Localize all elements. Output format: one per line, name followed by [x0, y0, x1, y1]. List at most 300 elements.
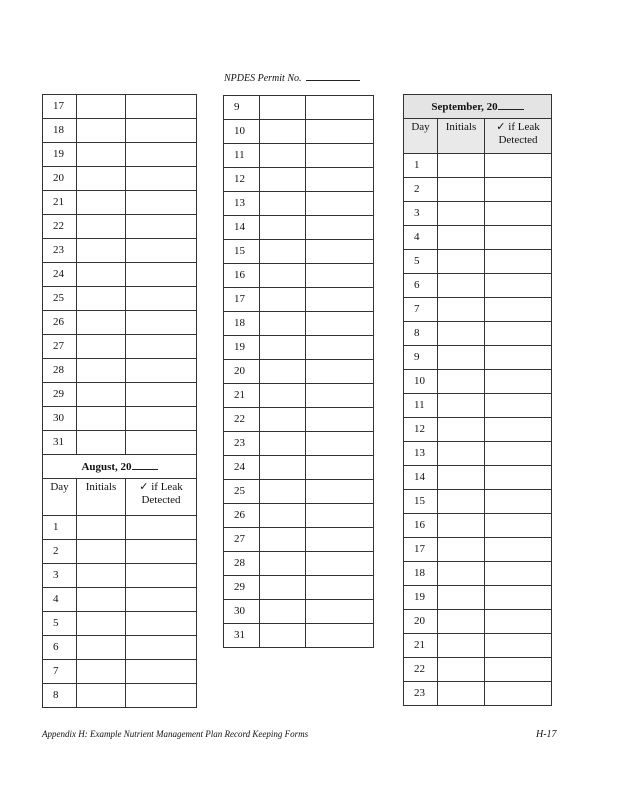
log-row — [43, 263, 197, 287]
log-row — [404, 370, 552, 394]
log-row — [404, 274, 552, 298]
permit-number-field[interactable] — [306, 71, 360, 81]
log-row — [224, 624, 374, 648]
log-row — [404, 658, 552, 682]
september-rows — [404, 154, 552, 706]
log-row — [43, 119, 197, 143]
initials-cell[interactable] — [438, 202, 485, 226]
initials-cell[interactable] — [77, 564, 126, 588]
leak-detected-cell[interactable] — [306, 552, 374, 576]
log-row — [43, 516, 197, 540]
day-number: 27 — [43, 335, 77, 359]
initials-cell[interactable] — [260, 216, 306, 240]
leak-detected-cell[interactable] — [306, 624, 374, 648]
initials-cell[interactable] — [438, 538, 485, 562]
initials-cell[interactable] — [438, 418, 485, 442]
column-header-day: Day — [43, 479, 77, 516]
leak-detected-cell[interactable] — [126, 359, 197, 383]
leak-detected-cell[interactable] — [306, 336, 374, 360]
leak-detected-cell[interactable] — [485, 610, 552, 634]
log-row — [404, 178, 552, 202]
leak-detected-cell[interactable] — [126, 167, 197, 191]
day-number: 13 — [224, 192, 260, 216]
leak-detected-cell[interactable] — [126, 335, 197, 359]
leak-detected-cell[interactable] — [485, 202, 552, 226]
initials-cell[interactable] — [260, 336, 306, 360]
day-number: 21 — [404, 634, 438, 658]
log-row — [404, 154, 552, 178]
day-number: 5 — [404, 250, 438, 274]
log-row — [224, 120, 374, 144]
column-header-initials: Initials — [438, 119, 485, 154]
day-number: 25 — [224, 480, 260, 504]
leak-detected-cell[interactable] — [485, 394, 552, 418]
initials-cell[interactable] — [260, 120, 306, 144]
august-rows — [43, 516, 197, 708]
initials-cell[interactable] — [438, 154, 485, 178]
day-number: 11 — [404, 394, 438, 418]
log-row — [43, 359, 197, 383]
log-row — [404, 394, 552, 418]
log-row — [404, 250, 552, 274]
leak-detected-cell[interactable] — [126, 407, 197, 431]
leak-detected-cell[interactable] — [306, 264, 374, 288]
log-row — [43, 335, 197, 359]
day-number: 9 — [404, 346, 438, 370]
initials-cell[interactable] — [438, 250, 485, 274]
leak-detected-cell[interactable] — [306, 480, 374, 504]
log-table-august-continued — [223, 95, 374, 648]
log-row — [224, 336, 374, 360]
day-number: 7 — [404, 298, 438, 322]
day-number: 20 — [43, 167, 77, 191]
permit-label-text: NPDES Permit No. — [224, 73, 302, 84]
day-number: 24 — [224, 456, 260, 480]
initials-cell[interactable] — [438, 322, 485, 346]
log-row — [224, 552, 374, 576]
day-number: 15 — [224, 240, 260, 264]
initials-cell[interactable] — [438, 658, 485, 682]
log-row — [224, 216, 374, 240]
day-number: 26 — [224, 504, 260, 528]
initials-cell[interactable] — [260, 480, 306, 504]
initials-cell[interactable] — [438, 298, 485, 322]
initials-cell[interactable] — [438, 394, 485, 418]
day-number: 19 — [404, 586, 438, 610]
leak-detected-cell[interactable] — [306, 312, 374, 336]
log-row — [224, 288, 374, 312]
day-number: 20 — [404, 610, 438, 634]
column-header-leak-detected: ✓ if Leak Detected — [126, 479, 197, 516]
initials-cell[interactable] — [77, 287, 126, 311]
initials-cell[interactable] — [77, 660, 126, 684]
log-row — [43, 564, 197, 588]
initials-cell[interactable] — [260, 144, 306, 168]
initials-cell[interactable] — [260, 408, 306, 432]
log-row — [43, 95, 197, 119]
log-row — [43, 215, 197, 239]
leak-detected-cell[interactable] — [126, 239, 197, 263]
log-row — [224, 264, 374, 288]
initials-cell[interactable] — [77, 359, 126, 383]
day-number: 21 — [43, 191, 77, 215]
leak-detected-cell[interactable] — [485, 274, 552, 298]
log-row — [404, 442, 552, 466]
initials-cell[interactable] — [77, 215, 126, 239]
initials-cell[interactable] — [260, 192, 306, 216]
log-row — [43, 431, 197, 455]
july-rows — [43, 95, 197, 455]
day-number: 4 — [404, 226, 438, 250]
log-row — [404, 538, 552, 562]
log-row — [43, 636, 197, 660]
initials-cell[interactable] — [77, 95, 126, 119]
log-row — [224, 576, 374, 600]
footer-appendix-title: Appendix H: Example Nutrient Management Plan Record Keeping Forms — [42, 729, 309, 739]
day-number: 31 — [43, 431, 77, 455]
log-table-september — [403, 94, 552, 706]
leak-detected-cell[interactable] — [126, 119, 197, 143]
day-number: 3 — [43, 564, 77, 588]
initials-cell[interactable] — [77, 335, 126, 359]
day-number: 6 — [43, 636, 77, 660]
day-number: 16 — [404, 514, 438, 538]
leak-detected-cell[interactable] — [306, 576, 374, 600]
day-number: 19 — [43, 143, 77, 167]
leak-detected-cell[interactable] — [485, 226, 552, 250]
leak-detected-cell[interactable] — [485, 442, 552, 466]
leak-detected-cell[interactable] — [485, 178, 552, 202]
initials-cell[interactable] — [260, 360, 306, 384]
leak-detected-cell[interactable] — [126, 383, 197, 407]
initials-cell[interactable] — [438, 346, 485, 370]
log-row — [43, 588, 197, 612]
initials-cell[interactable] — [438, 466, 485, 490]
day-number: 4 — [43, 588, 77, 612]
day-number: 1 — [43, 516, 77, 540]
column-header-initials: Initials — [77, 479, 126, 516]
leak-detected-cell[interactable] — [485, 586, 552, 610]
initials-cell[interactable] — [438, 274, 485, 298]
day-number: 23 — [43, 239, 77, 263]
leak-detected-cell[interactable] — [485, 370, 552, 394]
log-row — [404, 514, 552, 538]
leak-detected-cell[interactable] — [306, 504, 374, 528]
leak-detected-cell[interactable] — [485, 682, 552, 706]
day-number: 17 — [404, 538, 438, 562]
log-row — [224, 144, 374, 168]
day-number: 25 — [43, 287, 77, 311]
initials-cell[interactable] — [260, 504, 306, 528]
initials-cell[interactable] — [77, 540, 126, 564]
leak-detected-cell[interactable] — [126, 215, 197, 239]
august-continued-rows — [224, 96, 374, 648]
august-header — [43, 455, 197, 516]
initials-cell[interactable] — [438, 226, 485, 250]
initials-cell[interactable] — [77, 383, 126, 407]
initials-cell[interactable] — [77, 311, 126, 335]
leak-detected-cell[interactable] — [485, 466, 552, 490]
day-number: 23 — [404, 682, 438, 706]
initials-cell[interactable] — [260, 96, 306, 120]
initials-cell[interactable] — [77, 191, 126, 215]
initials-cell[interactable] — [438, 442, 485, 466]
initials-cell[interactable] — [438, 586, 485, 610]
day-number: 19 — [224, 336, 260, 360]
log-row — [404, 298, 552, 322]
log-row — [224, 408, 374, 432]
leak-detected-cell[interactable] — [306, 288, 374, 312]
initials-cell[interactable] — [260, 240, 306, 264]
initials-cell[interactable] — [260, 552, 306, 576]
day-number: 18 — [43, 119, 77, 143]
initials-cell[interactable] — [438, 562, 485, 586]
day-number: 28 — [224, 552, 260, 576]
log-row — [404, 682, 552, 706]
log-row — [404, 586, 552, 610]
log-row — [404, 466, 552, 490]
day-number: 22 — [224, 408, 260, 432]
log-row — [43, 143, 197, 167]
leak-detected-cell[interactable] — [485, 634, 552, 658]
initials-cell[interactable] — [260, 600, 306, 624]
day-number: 5 — [43, 612, 77, 636]
day-number: 8 — [404, 322, 438, 346]
day-number: 29 — [224, 576, 260, 600]
initials-cell[interactable] — [260, 528, 306, 552]
leak-detected-cell[interactable] — [306, 360, 374, 384]
log-row — [404, 226, 552, 250]
initials-cell[interactable] — [77, 119, 126, 143]
day-number: 27 — [224, 528, 260, 552]
initials-cell[interactable] — [260, 576, 306, 600]
leak-detected-cell[interactable] — [306, 600, 374, 624]
leak-detected-cell[interactable] — [126, 143, 197, 167]
day-number: 2 — [43, 540, 77, 564]
column-header-leak-detected: ✓ if Leak Detected — [485, 119, 552, 154]
initials-cell[interactable] — [438, 370, 485, 394]
day-number: 9 — [224, 96, 260, 120]
leak-detected-cell[interactable] — [485, 658, 552, 682]
day-number: 31 — [224, 624, 260, 648]
day-number: 8 — [43, 684, 77, 708]
day-number: 10 — [224, 120, 260, 144]
leak-detected-cell[interactable] — [485, 250, 552, 274]
initials-cell[interactable] — [77, 588, 126, 612]
log-row — [404, 418, 552, 442]
initials-cell[interactable] — [438, 634, 485, 658]
day-number: 17 — [224, 288, 260, 312]
log-row — [404, 322, 552, 346]
initials-cell[interactable] — [260, 312, 306, 336]
leak-detected-cell[interactable] — [485, 514, 552, 538]
log-row — [43, 407, 197, 431]
day-number: 12 — [224, 168, 260, 192]
day-number: 26 — [43, 311, 77, 335]
log-row — [224, 384, 374, 408]
day-number: 16 — [224, 264, 260, 288]
day-number: 29 — [43, 383, 77, 407]
leak-detected-cell[interactable] — [126, 660, 197, 684]
day-number: 14 — [224, 216, 260, 240]
log-row — [224, 240, 374, 264]
day-number: 14 — [404, 466, 438, 490]
day-number: 2 — [404, 178, 438, 202]
log-row — [224, 600, 374, 624]
page-number: H-17 — [536, 729, 557, 740]
day-number: 12 — [404, 418, 438, 442]
initials-cell[interactable] — [260, 264, 306, 288]
september-header — [404, 95, 552, 154]
august-year-blank[interactable] — [132, 459, 158, 470]
log-row — [224, 312, 374, 336]
log-row — [404, 346, 552, 370]
august-title: August, 20 — [43, 455, 197, 479]
log-row — [43, 167, 197, 191]
leak-detected-cell[interactable] — [306, 120, 374, 144]
leak-detected-cell[interactable] — [126, 95, 197, 119]
leak-detected-cell[interactable] — [126, 191, 197, 215]
leak-detected-cell[interactable] — [126, 263, 197, 287]
log-row — [43, 540, 197, 564]
initials-cell[interactable] — [77, 143, 126, 167]
leak-detected-cell[interactable] — [306, 192, 374, 216]
leak-detected-cell[interactable] — [306, 144, 374, 168]
leak-detected-cell[interactable] — [485, 538, 552, 562]
leak-detected-cell[interactable] — [126, 684, 197, 708]
day-number: 7 — [43, 660, 77, 684]
leak-detected-cell[interactable] — [306, 96, 374, 120]
leak-detected-cell[interactable] — [126, 636, 197, 660]
leak-detected-cell[interactable] — [485, 418, 552, 442]
september-year-blank[interactable] — [498, 99, 524, 110]
leak-detected-cell[interactable] — [126, 540, 197, 564]
day-number: 24 — [43, 263, 77, 287]
initials-cell[interactable] — [260, 456, 306, 480]
initials-cell[interactable] — [77, 684, 126, 708]
day-number: 10 — [404, 370, 438, 394]
log-row — [43, 287, 197, 311]
leak-detected-cell[interactable] — [485, 322, 552, 346]
initials-cell[interactable] — [260, 168, 306, 192]
leak-detected-cell[interactable] — [306, 408, 374, 432]
initials-cell[interactable] — [77, 516, 126, 540]
leak-detected-cell[interactable] — [126, 431, 197, 455]
day-number: 23 — [224, 432, 260, 456]
log-row — [404, 562, 552, 586]
day-number: 1 — [404, 154, 438, 178]
initials-cell[interactable] — [260, 432, 306, 456]
initials-cell[interactable] — [77, 407, 126, 431]
column-header-day: Day — [404, 119, 438, 154]
leak-detected-cell[interactable] — [485, 562, 552, 586]
permit-number-label — [224, 71, 360, 84]
leak-detected-cell[interactable] — [306, 432, 374, 456]
log-row — [43, 383, 197, 407]
log-row — [43, 660, 197, 684]
initials-cell[interactable] — [77, 431, 126, 455]
leak-detected-cell[interactable] — [126, 311, 197, 335]
log-row — [224, 192, 374, 216]
day-number: 21 — [224, 384, 260, 408]
log-row — [224, 528, 374, 552]
initials-cell[interactable] — [260, 288, 306, 312]
september-title: September, 20 — [404, 95, 552, 119]
leak-detected-cell[interactable] — [485, 490, 552, 514]
log-row — [404, 634, 552, 658]
leak-detected-cell[interactable] — [306, 384, 374, 408]
day-number: 30 — [43, 407, 77, 431]
initials-cell[interactable] — [438, 514, 485, 538]
leak-detected-cell[interactable] — [306, 240, 374, 264]
initials-cell[interactable] — [77, 263, 126, 287]
initials-cell[interactable] — [260, 624, 306, 648]
leak-detected-cell[interactable] — [126, 612, 197, 636]
day-number: 15 — [404, 490, 438, 514]
log-row — [43, 239, 197, 263]
leak-detected-cell[interactable] — [306, 456, 374, 480]
day-number: 18 — [404, 562, 438, 586]
leak-detected-cell[interactable] — [485, 298, 552, 322]
initials-cell[interactable] — [77, 636, 126, 660]
log-row — [224, 96, 374, 120]
initials-cell[interactable] — [77, 239, 126, 263]
log-row — [404, 490, 552, 514]
log-row — [43, 684, 197, 708]
initials-cell[interactable] — [77, 612, 126, 636]
leak-detected-cell[interactable] — [485, 346, 552, 370]
log-row — [224, 480, 374, 504]
day-number: 6 — [404, 274, 438, 298]
day-number: 20 — [224, 360, 260, 384]
leak-detected-cell[interactable] — [126, 516, 197, 540]
log-row — [404, 610, 552, 634]
leak-detected-cell[interactable] — [126, 564, 197, 588]
initials-cell[interactable] — [438, 610, 485, 634]
day-number: 3 — [404, 202, 438, 226]
leak-detected-cell[interactable] — [126, 287, 197, 311]
day-number: 22 — [43, 215, 77, 239]
day-number: 28 — [43, 359, 77, 383]
initials-cell[interactable] — [77, 167, 126, 191]
log-row — [43, 191, 197, 215]
day-number: 11 — [224, 144, 260, 168]
leak-detected-cell[interactable] — [306, 528, 374, 552]
leak-detected-cell[interactable] — [306, 216, 374, 240]
log-row — [43, 311, 197, 335]
day-number: 30 — [224, 600, 260, 624]
initials-cell[interactable] — [438, 682, 485, 706]
log-row — [224, 504, 374, 528]
day-number: 22 — [404, 658, 438, 682]
leak-detected-cell[interactable] — [306, 168, 374, 192]
log-table-july-august — [42, 94, 197, 708]
log-row — [43, 612, 197, 636]
leak-detected-cell[interactable] — [126, 588, 197, 612]
initials-cell[interactable] — [260, 384, 306, 408]
day-number: 17 — [43, 95, 77, 119]
leak-detected-cell[interactable] — [485, 154, 552, 178]
log-row — [404, 202, 552, 226]
log-row — [224, 168, 374, 192]
day-number: 13 — [404, 442, 438, 466]
initials-cell[interactable] — [438, 490, 485, 514]
initials-cell[interactable] — [438, 178, 485, 202]
log-row — [224, 456, 374, 480]
day-number: 18 — [224, 312, 260, 336]
log-row — [224, 360, 374, 384]
log-row — [224, 432, 374, 456]
